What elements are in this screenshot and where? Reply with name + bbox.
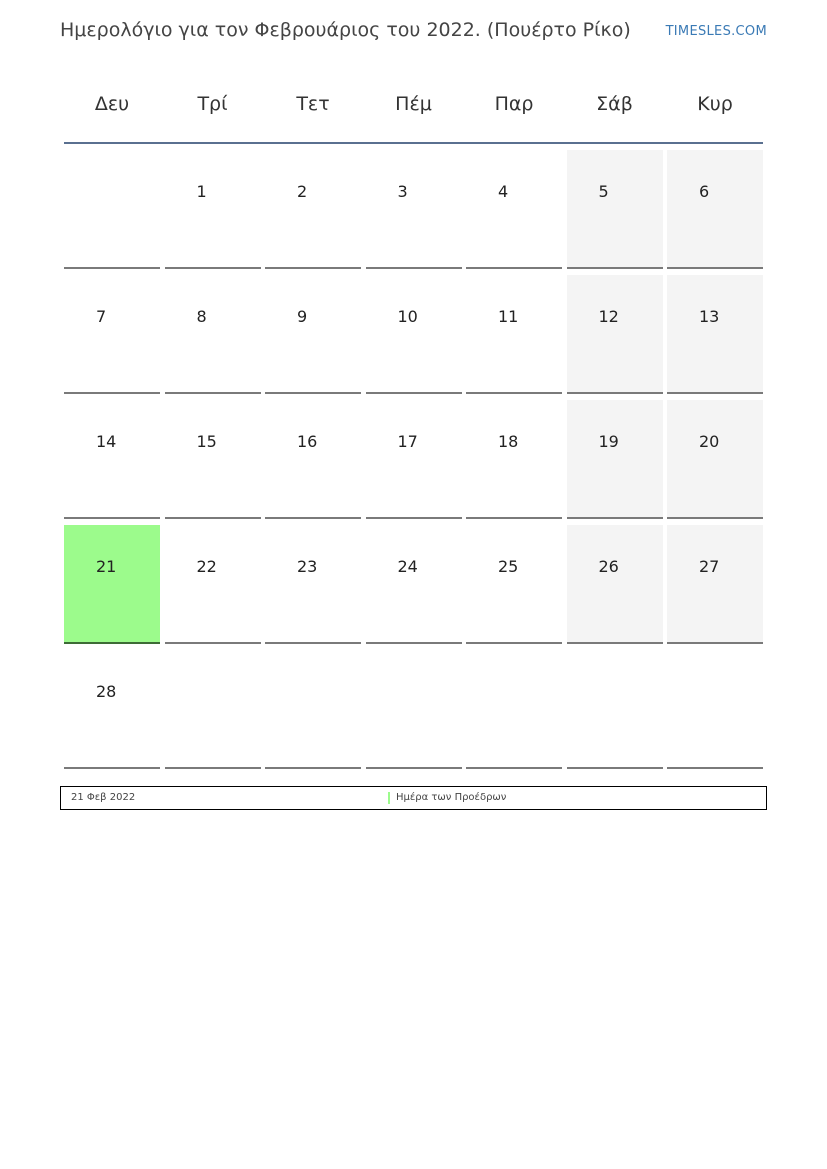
day-cell-weekend <box>667 150 763 269</box>
day-number: 18 <box>498 432 519 451</box>
day-number: 23 <box>297 557 318 576</box>
day-number: 27 <box>699 557 720 576</box>
day-cell-weekend <box>667 400 763 519</box>
day-number: 13 <box>699 307 720 326</box>
day-number: 24 <box>397 557 418 576</box>
day-cell-empty <box>567 650 663 769</box>
day-cell <box>165 525 261 644</box>
holiday-legend <box>60 786 767 810</box>
holiday-name: Ημέρα των Προέδρων <box>396 792 507 803</box>
weekday-monday: Δευ <box>94 93 130 115</box>
weekday-wednesday: Τετ <box>296 93 330 115</box>
weekday-thursday: Πέμ <box>395 93 432 115</box>
day-number: 4 <box>498 182 509 201</box>
day-number: 10 <box>397 307 418 326</box>
day-cell <box>366 525 462 644</box>
page-title: Ημερολόγιο για τον Φεβρουάριος του 2022. (Πουέρτο Ρίκο) <box>60 19 631 41</box>
day-cell <box>64 400 160 519</box>
day-number: 19 <box>598 432 619 451</box>
day-cell <box>366 400 462 519</box>
day-cell <box>64 150 160 269</box>
day-cell-weekend <box>667 525 763 644</box>
day-cell-empty <box>165 650 261 769</box>
weekday-saturday: Σάβ <box>596 93 633 115</box>
day-cell <box>466 150 562 269</box>
day-number: 15 <box>196 432 217 451</box>
day-number: 25 <box>498 557 519 576</box>
day-cell-weekend <box>567 400 663 519</box>
day-cell <box>466 275 562 394</box>
day-cell <box>366 150 462 269</box>
day-number: 1 <box>196 182 207 201</box>
day-number: 6 <box>699 182 710 201</box>
weekday-sunday: Κυρ <box>697 93 733 115</box>
day-cell-weekend <box>567 525 663 644</box>
day-cell-empty <box>366 650 462 769</box>
day-cell <box>165 275 261 394</box>
holiday-date: 21 Φεβ 2022 <box>71 792 136 803</box>
day-cell <box>265 275 361 394</box>
day-cell <box>366 275 462 394</box>
weekday-header-row <box>64 84 763 144</box>
day-cell-empty <box>667 650 763 769</box>
day-cell-weekend <box>567 275 663 394</box>
day-number: 7 <box>96 307 107 326</box>
day-number: 8 <box>196 307 207 326</box>
holiday-color-marker <box>388 792 390 804</box>
day-number: 14 <box>96 432 117 451</box>
day-number: 26 <box>598 557 619 576</box>
day-cell <box>165 400 261 519</box>
day-cell <box>64 650 160 769</box>
day-cell-empty <box>466 650 562 769</box>
day-cell-holiday <box>64 525 160 644</box>
day-number: 5 <box>598 182 609 201</box>
day-cell <box>466 400 562 519</box>
day-cell <box>466 525 562 644</box>
day-number: 16 <box>297 432 318 451</box>
day-cell <box>265 525 361 644</box>
day-number: 21 <box>96 557 117 576</box>
day-cell <box>265 400 361 519</box>
day-number: 20 <box>699 432 720 451</box>
day-cell-weekend <box>567 150 663 269</box>
day-cell <box>265 150 361 269</box>
day-number: 12 <box>598 307 619 326</box>
day-cell-empty <box>265 650 361 769</box>
weekday-tuesday: Τρί <box>197 93 228 115</box>
day-number: 28 <box>96 682 117 701</box>
day-cell <box>64 275 160 394</box>
day-number: 22 <box>196 557 217 576</box>
weekday-friday: Παρ <box>494 93 534 115</box>
day-number: 11 <box>498 307 519 326</box>
day-number: 17 <box>397 432 418 451</box>
day-number: 9 <box>297 307 308 326</box>
day-number: 2 <box>297 182 308 201</box>
day-number: 3 <box>397 182 408 201</box>
calendar-grid <box>64 150 763 769</box>
day-cell <box>165 150 261 269</box>
day-cell-weekend <box>667 275 763 394</box>
brand-link[interactable]: TIMESLES.COM <box>665 24 767 39</box>
